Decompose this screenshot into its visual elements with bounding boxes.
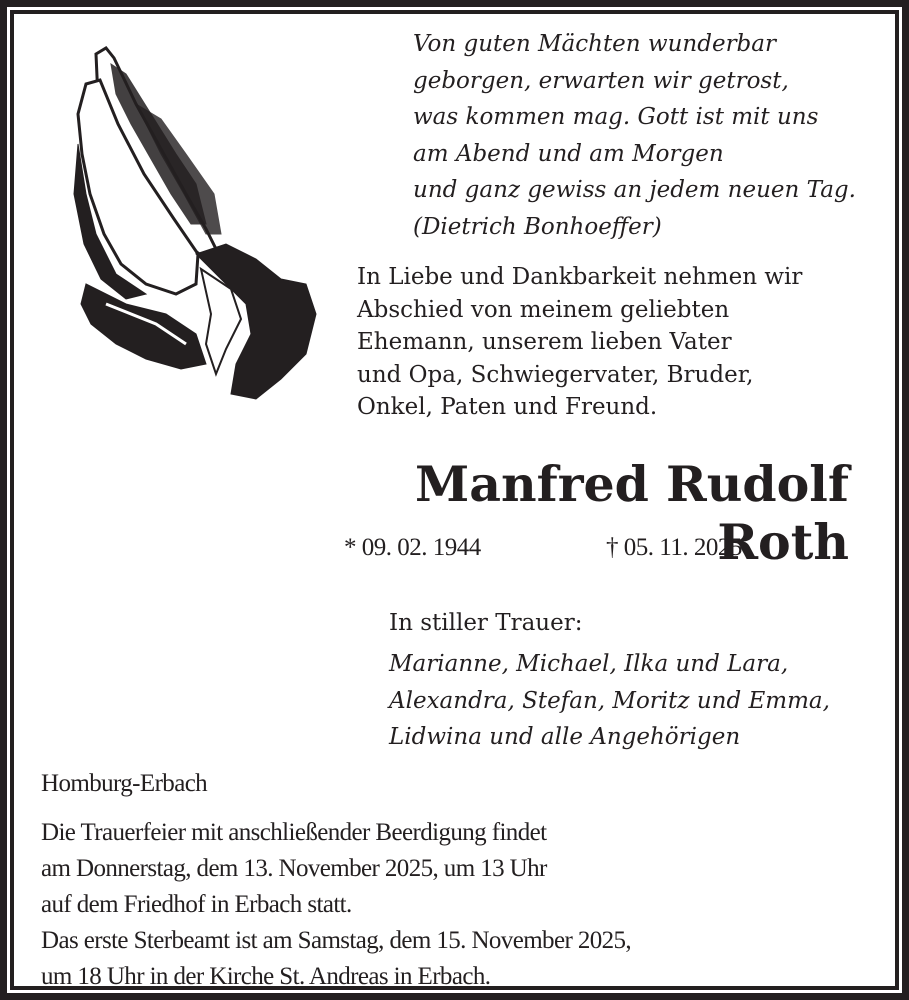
farewell-line: Ehemann, unserem lieben Vater [357, 329, 732, 355]
funeral-details [41, 815, 631, 995]
mourners-heading: In stiller Trauer: [389, 610, 583, 636]
death-date: † 05. 11. 2025 [606, 534, 742, 561]
place-name: Homburg-Erbach [41, 770, 208, 797]
birth-date: * 09. 02. 1944 [344, 534, 481, 561]
mourners-list [389, 646, 830, 756]
quote-attribution: (Dietrich Bonhoeffer) [413, 213, 662, 240]
funeral-line: Die Trauerfeier mit anschließender Beerdigung findet [41, 819, 547, 846]
farewell-line: In Liebe und Dankbarkeit nehmen wir [357, 264, 803, 290]
farewell-line: Onkel, Paten und Freund. [357, 394, 658, 420]
mourners-line: Lidwina und alle Angehörigen [389, 724, 741, 750]
quote-line: am Abend und am Morgen [413, 140, 724, 167]
farewell-text [357, 261, 802, 424]
funeral-line: Das erste Sterbeamt ist am Samstag, dem 15. November 2025, [41, 927, 632, 954]
funeral-line: um 18 Uhr in der Kirche St. Andreas in Erbach. [41, 963, 491, 990]
mourners-line: Alexandra, Stefan, Moritz und Emma, [389, 687, 830, 714]
quote-line: Von guten Mächten wunderbar [413, 31, 776, 57]
farewell-line: und Opa, Schwiegervater, Bruder, [357, 361, 754, 388]
quote-line: was kommen mag. Gott ist mit uns [413, 104, 819, 130]
farewell-line: Abschied von meinem geliebten [357, 296, 730, 323]
praying-hands-icon [66, 44, 321, 404]
quote-line: geborgen, erwarten wir getrost, [413, 67, 789, 94]
deceased-name-text: Manfred Rudolf Roth [415, 455, 849, 571]
bonhoeffer-quote [413, 26, 856, 245]
quote-line: und ganz gewiss an jedem neuen Tag. [413, 177, 856, 203]
mourners-line: Marianne, Michael, Ilka und Lara, [389, 651, 789, 677]
funeral-line: auf dem Friedhof in Erbach statt. [41, 891, 352, 918]
funeral-line: am Donnerstag, dem 13. November 2025, um 13 Uhr [41, 855, 547, 882]
